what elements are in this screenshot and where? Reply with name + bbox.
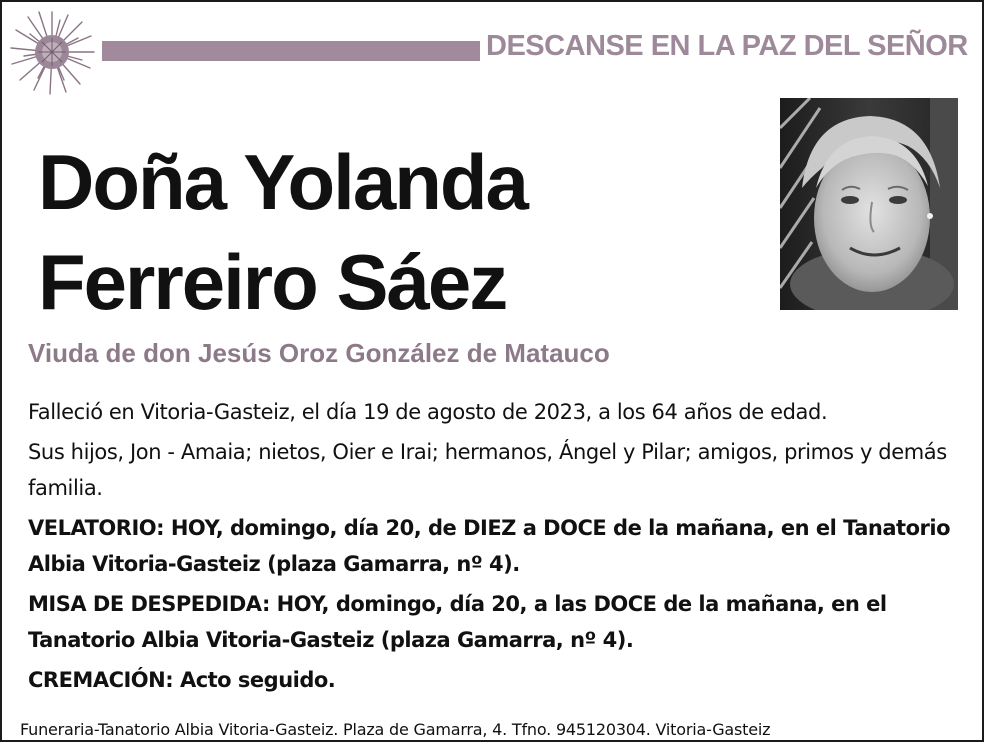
subtitle-widow-of: Viuda de don Jesús Oroz González de Matauco: [28, 338, 610, 368]
death-statement: Falleció en Vitoria-Gasteiz, el día 19 de agosto de 2023, a los 64 años de edad.: [28, 400, 828, 424]
family-statement: Sus hijos, Jon - Amaia; nietos, Oier e Irai; hermanos, Ángel y Pilar; amigos, primos y demás familia.: [28, 440, 947, 500]
thistle-icon: [8, 8, 96, 96]
cremacion-statement: CREMACIÓN: Acto seguido.: [28, 668, 336, 692]
name-line-1: Doña Yolanda: [38, 138, 527, 226]
notice-body: [28, 394, 968, 702]
portrait-photo: [780, 98, 958, 310]
header-bar: [102, 41, 480, 61]
name-line-2: Ferreiro Sáez: [38, 238, 507, 326]
deceased-name: [38, 132, 527, 332]
funeral-home-footer: Funeraria-Tanatorio Albia Vitoria-Gasteiz. Plaza de Gamarra, 4. Tfno. 945120304. Vitoria-Gasteiz: [20, 720, 771, 739]
misa-statement: MISA DE DESPEDIDA: HOY, domingo, día 20, a las DOCE de la mañana, en el Tanatorio Albia Vitoria-Gasteiz (plaza Gamarra, nº 4).: [28, 592, 887, 652]
velatorio-statement: VELATORIO: HOY, domingo, día 20, de DIEZ a DOCE de la mañana, en el Tanatorio Albia Vitoria-Gasteiz (plaza Gamarra, nº 4).: [28, 516, 950, 576]
header-title: DESCANSE EN LA PAZ DEL SEÑOR: [486, 30, 968, 62]
